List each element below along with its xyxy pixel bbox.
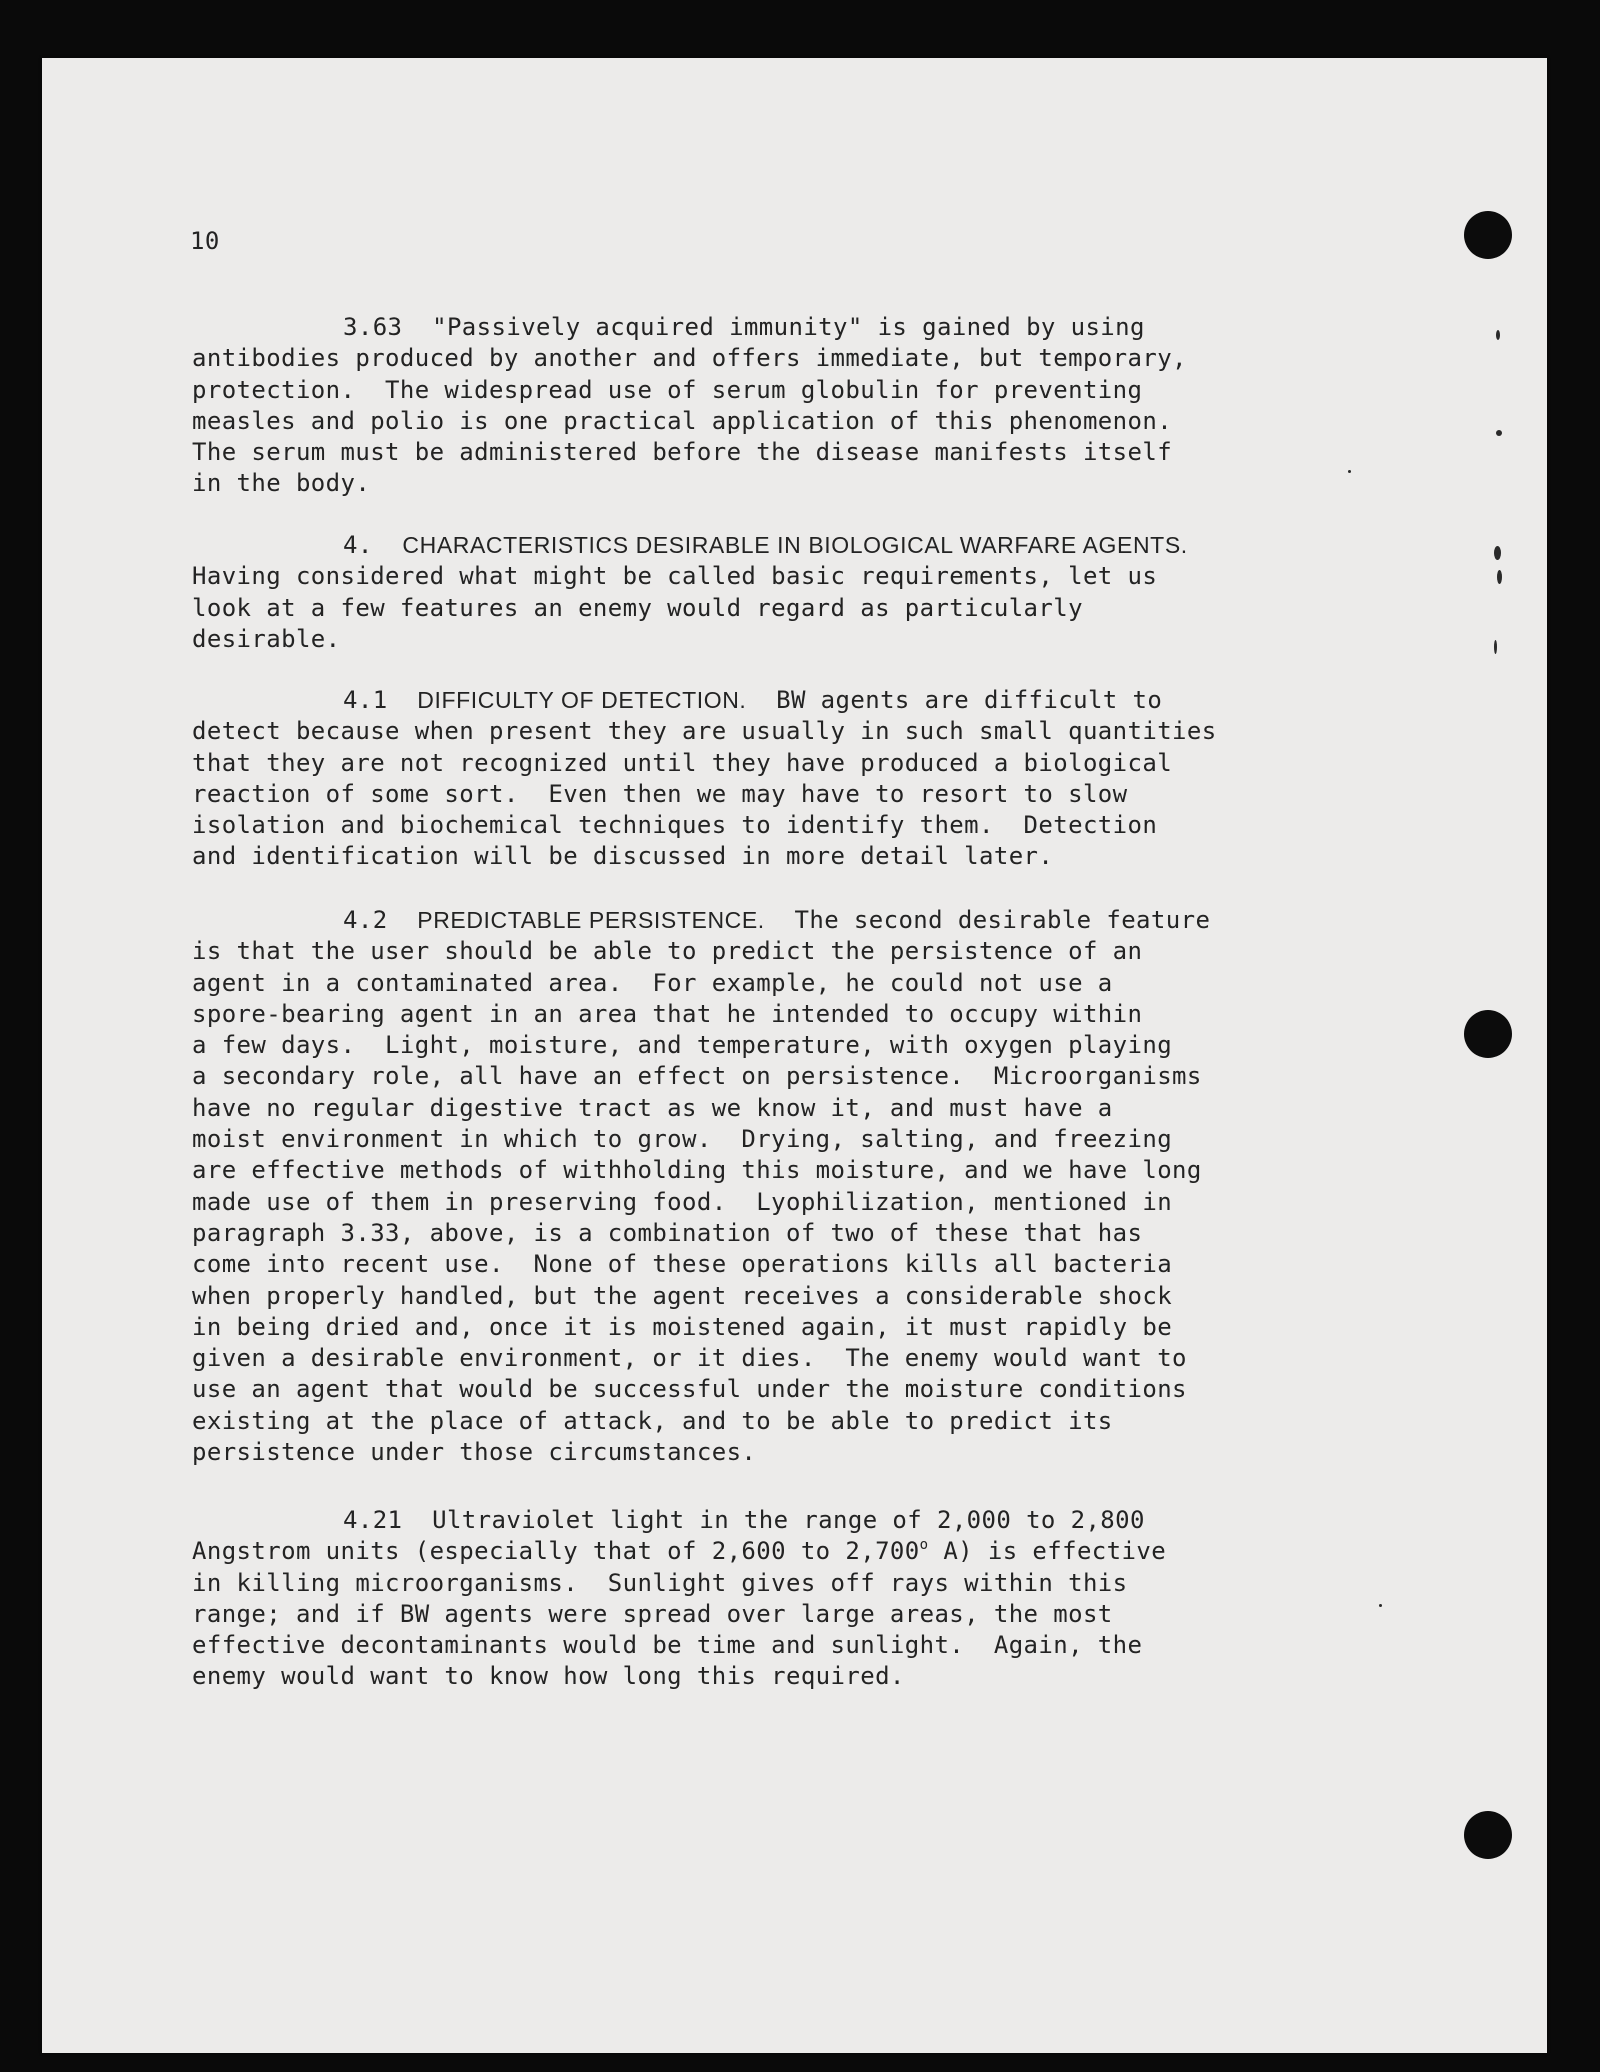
paragraph-line: spore-bearing agent in an area that he intended to occupy within xyxy=(192,999,1143,1028)
punch-hole xyxy=(1464,1010,1512,1058)
margin-mark xyxy=(1494,546,1501,560)
margin-mark xyxy=(1379,1604,1382,1607)
section-4-1 xyxy=(192,685,1342,873)
section-heading-line xyxy=(192,685,1342,716)
paragraph-line: antibodies produced by another and offers immediate, but temporary, xyxy=(192,344,1187,373)
paragraph-line: isolation and biochemical techniques to identify them. Detection xyxy=(192,811,1158,840)
section-heading-line xyxy=(192,905,1342,936)
heading-line-rest: BW agents are difficult to xyxy=(746,686,1163,714)
section-heading: CHARACTERISTICS DESIRABLE IN BIOLOGICAL WARFARE AGENTS. xyxy=(402,532,1188,558)
margin-mark xyxy=(1497,570,1502,584)
paragraph-line: range; and if BW agents were spread over large areas, the most xyxy=(192,1599,1113,1628)
paragraph-line: look at a few features an enemy would regard as particularly xyxy=(192,593,1083,622)
paragraph-line: The serum must be administered before the disease manifests itself xyxy=(192,438,1173,467)
paragraph-line: and identification will be discussed in more detail later. xyxy=(192,842,1054,871)
section-number: 4.1 xyxy=(343,686,418,714)
line-text: A) is effective xyxy=(928,1537,1167,1566)
paragraph-line: agent in a contaminated area. For example, he could not use a xyxy=(192,968,1113,997)
section-number: 4. xyxy=(343,531,403,559)
paragraph-line: come into recent use. None of these operations kills all bacteria xyxy=(192,1250,1173,1279)
paragraph-line: 3.63 "Passively acquired immunity" is gained by using xyxy=(343,313,1145,341)
paragraph-line: reaction of some sort. Even then we may have to resort to slow xyxy=(192,779,1128,808)
paragraph-line: protection. The widespread use of serum globulin for preventing xyxy=(192,375,1143,404)
paragraph-line: desirable. xyxy=(192,624,341,653)
line-text: Angstrom units (especially that of 2,600 to 2,700 xyxy=(192,1537,920,1566)
section-4-2 xyxy=(192,905,1342,1468)
paragraph-line: existing at the place of attack, and to be able to predict its xyxy=(192,1406,1113,1435)
paragraph-line: moist environment in which to grow. Drying, salting, and freezing xyxy=(192,1125,1173,1154)
paragraph-line: in killing microorganisms. Sunlight gives off rays within this xyxy=(192,1568,1128,1597)
paragraph-line: a few days. Light, moisture, and temperature, with oxygen playing xyxy=(192,1031,1173,1060)
document-page xyxy=(42,58,1547,2053)
section-heading-line xyxy=(192,530,1342,561)
margin-mark xyxy=(1494,640,1497,654)
paragraph-line: Having considered what might be called basic requirements, let us xyxy=(192,562,1158,591)
paragraph-line: 4.21 Ultraviolet light in the range of 2,000 to 2,800 xyxy=(343,1506,1145,1534)
paragraph-line: enemy would want to know how long this required. xyxy=(192,1662,905,1691)
paragraph-3-63 xyxy=(192,312,1342,500)
punch-hole xyxy=(1464,1811,1512,1859)
margin-mark xyxy=(1496,430,1502,436)
paragraph-line: in the body. xyxy=(192,469,371,498)
paragraph-line: a secondary role, all have an effect on persistence. Microorganisms xyxy=(192,1062,1202,1091)
paragraph-line: use an agent that would be successful under the moisture conditions xyxy=(192,1375,1187,1404)
paragraph-line: when properly handled, but the agent receives a considerable shock xyxy=(192,1281,1173,1310)
degree-superscript: o xyxy=(919,1537,929,1554)
paragraph-line: that they are not recognized until they have produced a biological xyxy=(192,748,1173,777)
page-number: 10 xyxy=(190,227,220,255)
section-number: 4.2 xyxy=(343,906,418,934)
heading-line-rest: The second desirable feature xyxy=(764,906,1211,934)
margin-mark xyxy=(1348,470,1351,473)
paragraph-line: in being dried and, once it is moistened again, it must rapidly be xyxy=(192,1312,1173,1341)
paragraph-line: effective decontaminants would be time and sunlight. Again, the xyxy=(192,1631,1143,1660)
paragraph-line: are effective methods of withholding this moisture, and we have long xyxy=(192,1156,1202,1185)
paragraph-line: measles and polio is one practical application of this phenomenon. xyxy=(192,406,1173,435)
paragraph-line: have no regular digestive tract as we know it, and must have a xyxy=(192,1093,1113,1122)
section-heading: PREDICTABLE PERSISTENCE. xyxy=(417,907,765,933)
punch-hole xyxy=(1464,211,1512,259)
paragraph-line: paragraph 3.33, above, is a combination of two of these that has xyxy=(192,1218,1143,1247)
section-4-21 xyxy=(192,1505,1342,1693)
paragraph-line-with-superscript xyxy=(192,1536,1342,1567)
paragraph-line: given a desirable environment, or it dies. The enemy would want to xyxy=(192,1344,1187,1373)
paragraph-line: made use of them in preserving food. Lyophilization, mentioned in xyxy=(192,1187,1173,1216)
paragraph-line: detect because when present they are usually in such small quantities xyxy=(192,717,1217,746)
paragraph-line: persistence under those circumstances. xyxy=(192,1438,757,1467)
section-4 xyxy=(192,530,1342,655)
section-heading: DIFFICULTY OF DETECTION. xyxy=(417,687,747,713)
paragraph-line: is that the user should be able to predict the persistence of an xyxy=(192,937,1143,966)
margin-mark xyxy=(1496,330,1500,340)
